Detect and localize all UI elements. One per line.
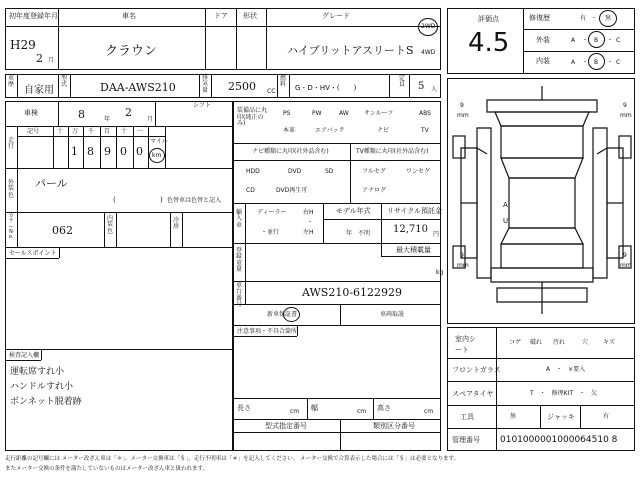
exterior-a: A <box>571 37 576 44</box>
max-load-head <box>381 256 441 257</box>
spare-label: スペアタイヤ <box>452 390 494 398</box>
diagram-u: U <box>503 217 509 225</box>
check-col <box>496 327 497 451</box>
mileage-d4 <box>100 126 101 168</box>
docs-bottom <box>233 325 441 326</box>
displacement-value: 2500 <box>228 80 256 93</box>
check-r1 <box>447 358 635 359</box>
docs-top <box>233 304 441 305</box>
score-value: 4.5 <box>468 28 510 58</box>
max-load-label: 最大積載量 <box>396 246 431 254</box>
reg-div1 <box>17 74 18 98</box>
score-label: 評価点 <box>478 15 499 23</box>
import-other: ・並行 <box>261 229 280 236</box>
reg-div5 <box>211 74 212 98</box>
interior-check-yogore: 汚れ <box>553 339 566 346</box>
tools-label: 工具 <box>460 413 474 421</box>
dim-bottom <box>233 419 441 420</box>
mileage-digit-5: 0 <box>136 145 143 158</box>
exterior-label: 外装 <box>536 36 550 44</box>
check-r3 <box>447 405 635 406</box>
reg-div6 <box>277 74 278 98</box>
import-top <box>233 203 441 204</box>
exterior-b: B <box>594 37 599 44</box>
shape-label: 形状 <box>243 12 257 20</box>
check-r2 <box>447 381 635 382</box>
grade-value: ハイブリットアスリートS <box>287 44 414 57</box>
score-row2 <box>523 51 635 52</box>
inspection-year: 8 <box>78 108 85 121</box>
warranty-label: 新車保証書 <box>267 311 298 318</box>
mileage-head <box>17 136 165 137</box>
color-note-open: ( <box>113 196 116 204</box>
reg-div3 <box>70 74 71 98</box>
jack-value: 有 <box>603 413 610 420</box>
interior-check-yabure: 破れ <box>530 339 543 346</box>
management-label: 管理番号 <box>452 436 480 444</box>
header-divider <box>5 26 441 27</box>
shift-label: シフト <box>193 102 212 109</box>
model-value: DAA-AWS210 <box>100 81 176 94</box>
import-left: 左H <box>303 229 314 236</box>
cooling-label: 冷房 <box>172 217 179 231</box>
drive-4wd: 4WD <box>421 49 436 56</box>
interior-check-kizu: キズ <box>603 339 615 346</box>
equip-aw: AW <box>339 110 349 117</box>
mileage-d7 <box>148 126 149 168</box>
type-head <box>233 432 441 433</box>
mileage-unit-sen: 千 <box>88 128 95 135</box>
equip-airbag: エアバック <box>315 127 345 134</box>
reg-div9 <box>409 74 410 98</box>
interior-c: C <box>616 59 621 66</box>
equip-leather: 本革 <box>283 127 296 134</box>
navi-top <box>233 143 441 144</box>
interior-sep1: ・ <box>582 59 589 66</box>
color-div0 <box>17 168 18 212</box>
car-name-value: クラウン <box>105 44 158 59</box>
reg-div2 <box>58 74 59 98</box>
repair-yes: 有 <box>580 15 587 22</box>
navi-sd: SD <box>325 168 334 175</box>
tv-label: TV種類に丸印(社外品含む) <box>356 148 429 155</box>
model-label: 型式 <box>60 75 67 89</box>
code-div1 <box>104 212 105 247</box>
exterior-sep2: ・ <box>607 37 614 44</box>
sales-point-label: セールスポイント <box>9 250 57 257</box>
import-div0 <box>245 203 246 243</box>
class-label: 類別区分番号 <box>373 422 415 430</box>
mileage-d1 <box>53 126 54 168</box>
mileage-d2 <box>68 126 69 168</box>
windshield-value: A ・ ×要入 <box>546 366 586 373</box>
inspector-item-2: ハンドルすれ小 <box>10 382 74 392</box>
model-year-label: モデル年式 <box>336 207 371 215</box>
footer-line-2: またメーター交換の条件を満たしていないものはメーター改ざん車と扱われます。 <box>5 466 209 472</box>
reg-div7 <box>289 74 290 98</box>
import-div1 <box>323 203 324 243</box>
exterior-sep1: ・ <box>582 37 589 44</box>
height-label: 高さ <box>377 404 391 412</box>
import-sep: ・ <box>307 219 314 226</box>
navi-dvd: DVD <box>288 168 302 175</box>
weight-top <box>233 243 441 244</box>
equip-pw: PW <box>312 110 322 117</box>
score-row1 <box>523 29 635 30</box>
tv-oneseg: ワンセグ <box>406 168 431 175</box>
mileage-digit-1: 1 <box>71 145 78 158</box>
sales-point-line <box>5 258 59 259</box>
check-r4 <box>447 428 635 429</box>
drive-2wd: 2WD <box>421 23 436 30</box>
diagram-mm-tl: mm <box>457 112 469 119</box>
inspection-year-unit: 年 <box>104 116 111 123</box>
displacement-label: 排気量 <box>201 74 208 94</box>
load-unit: kg <box>436 269 444 276</box>
tv-fullseg: フルセグ <box>362 168 386 175</box>
mileage-d3 <box>83 126 84 168</box>
header-col1 <box>58 8 59 70</box>
interior-check-ana: 穴 <box>582 339 589 346</box>
car-name-label: 車名 <box>122 12 136 20</box>
weight-label: 登録重量 <box>235 247 242 273</box>
interior-check-koge: コゲ <box>509 339 522 346</box>
interior-check-label: 室内シート <box>455 335 476 354</box>
color-code-label: カラーNo. <box>8 213 14 240</box>
tools-div1 <box>540 405 541 428</box>
length-label: 長さ <box>237 404 251 412</box>
repair-no: 無 <box>605 15 612 22</box>
color-label: 外装色 <box>7 179 14 199</box>
score-div <box>523 8 524 74</box>
import-label: 輸入車 <box>235 209 242 229</box>
interior-a: A <box>571 59 576 66</box>
equipment-label: 装備品に丸印(純正のみ) <box>237 107 268 128</box>
sales-point-side <box>59 247 60 258</box>
reg-div4 <box>199 74 200 98</box>
docs-div <box>340 304 341 325</box>
inspector-label: 検査記入欄 <box>9 352 40 359</box>
grade-label: グレード <box>322 12 350 20</box>
inspector-item-1: 運転席すれ小 <box>10 367 65 377</box>
length-cm: cm <box>290 408 300 415</box>
navi-label: ナビ種類に丸印(社外品含む) <box>252 148 329 155</box>
navi-dvdplay: DVD再生可 <box>276 187 308 194</box>
recycle-label: リサイクル預託金 <box>387 207 443 215</box>
mileage-d5 <box>116 126 117 168</box>
diagram-9-br: 9 <box>623 252 627 259</box>
chassis-top <box>233 281 441 282</box>
color-note: 色替車は色替と記入 <box>167 197 222 204</box>
door-label: ドア <box>214 12 228 20</box>
diagram-mm-br: mm <box>620 262 632 269</box>
first-reg-year: H29 <box>10 38 36 52</box>
diagram-9-tr: 9 <box>623 102 627 109</box>
code-div4 <box>182 212 183 247</box>
header-col4 <box>266 8 267 70</box>
mileage-unit-10man: 十 <box>57 128 64 135</box>
inspection-month-unit: 月 <box>147 116 154 123</box>
mileage-d8 <box>165 126 166 168</box>
mileage-digit-2: 8 <box>87 145 94 158</box>
height-cm: cm <box>424 408 434 415</box>
color-value: パール <box>35 177 68 190</box>
width-cm: cm <box>357 408 367 415</box>
manual-label: 車両取説 <box>380 311 405 318</box>
model-year-head <box>323 219 441 220</box>
footer-line-1: 走行距離の記号欄には メーター改ざん車は「＊」、メーター交換車は「＄」、走行不明車は「＃」を記入してください。 メーター交換で合算表示した場合には「＄」は必要となります。 <box>5 456 460 462</box>
diagram-a: A <box>503 201 508 209</box>
first-reg-label: 初年度登録年月 <box>9 12 58 20</box>
mileage-digit-4: 0 <box>120 145 127 158</box>
import-right: 右H <box>303 209 314 216</box>
tools-value: 無 <box>510 413 517 420</box>
color-bottom <box>5 212 233 213</box>
inspector-line <box>5 360 41 361</box>
import-div2 <box>381 203 382 243</box>
insp-div1 <box>58 101 59 126</box>
chassis-value: AWS210-6122929 <box>302 286 403 299</box>
mileage-unit-hyaku: 百 <box>104 128 111 135</box>
inspector-side <box>41 349 42 360</box>
fuel-label: 燃料 <box>279 75 286 89</box>
code-div2 <box>116 212 117 247</box>
navi-div <box>350 143 351 203</box>
recycle-value: 12,710 <box>393 224 428 235</box>
mileage-digit-label: 記号 <box>27 128 40 135</box>
code-div3 <box>170 212 171 247</box>
diagram-mm-tr: mm <box>620 112 632 119</box>
attention-side <box>297 325 298 336</box>
tools-div2 <box>580 405 581 428</box>
reg-use-value: 自家用 <box>24 85 54 96</box>
inspector-top <box>5 349 233 350</box>
inspection-label: 車検 <box>24 109 38 117</box>
jack-label: ジャッキ <box>547 413 575 421</box>
navi-head <box>233 160 441 161</box>
header-col2 <box>205 8 206 70</box>
mile-label: マイル <box>150 138 168 145</box>
mileage-d6 <box>133 126 134 168</box>
mileage-unit-juu: 十 <box>121 128 128 135</box>
navi-hdd: HDD <box>246 168 260 175</box>
equip-navi: ナビ <box>377 127 390 134</box>
capacity-value: 5 <box>418 81 425 92</box>
mileage-label: 走行 <box>7 137 14 151</box>
repair-label: 修復歴 <box>529 14 550 22</box>
header-col3 <box>236 8 237 70</box>
width-label: 幅 <box>311 404 318 412</box>
inspector-item-3: ボンネット脱着跡 <box>10 397 82 407</box>
diagram-9-tl: 9 <box>460 102 464 109</box>
insp-div2 <box>155 101 156 126</box>
dim-div2 <box>373 398 374 419</box>
weight-div0 <box>245 243 246 281</box>
attention-label: 注意事項・不具合箇所 <box>237 328 298 335</box>
code-bottom <box>5 247 233 248</box>
interior-b: B <box>594 59 599 66</box>
chassis-div0 <box>245 281 246 304</box>
color-code-value: 062 <box>52 224 73 237</box>
dim-div1 <box>307 398 308 419</box>
equip-abs: ABS <box>419 110 431 117</box>
type-div <box>340 419 341 451</box>
color-note-close: ) <box>160 196 163 204</box>
insp-bottom <box>5 126 233 127</box>
type-label: 型式指定番号 <box>265 422 307 430</box>
car-diagram <box>447 78 635 324</box>
capacity-label: 定員 <box>398 75 405 89</box>
model-year-value: 年 不明 <box>346 230 371 237</box>
reg-label: 車歴 <box>7 75 14 89</box>
mileage-unit-one: 一 <box>137 128 144 135</box>
reg-div8 <box>389 74 390 98</box>
attention-line <box>233 336 297 337</box>
interior-sep2: ・ <box>607 59 614 66</box>
interior-color-label: 内装色 <box>106 215 113 235</box>
max-load-side <box>381 243 382 256</box>
diagram-mm-bl: mm <box>457 262 469 269</box>
mileage-unit-man: 万 <box>72 128 79 135</box>
code-div0 <box>17 212 18 247</box>
equip-ps: PS <box>283 110 291 117</box>
windshield-label: フロントガラス <box>452 366 501 374</box>
mileage-div0 <box>17 126 18 168</box>
chassis-label: 車台番号 <box>235 282 242 308</box>
navi-cd: CD <box>246 187 255 194</box>
tv-analog: アナログ <box>362 187 387 194</box>
first-reg-month-unit: 月 <box>48 57 55 64</box>
equip-tv: TV <box>421 127 429 134</box>
displacement-unit: CC <box>267 88 276 95</box>
mileage-digit-3: 9 <box>104 145 111 158</box>
management-value: 0101000001000064510 8 <box>500 435 618 445</box>
capacity-unit: 人 <box>431 86 438 93</box>
inspection-month: 2 <box>125 106 132 119</box>
diagram-9-bl: 9 <box>460 252 464 259</box>
recycle-unit: 円 <box>433 231 440 238</box>
first-reg-month: 2 <box>36 52 43 65</box>
fuel-value: G・D・HV・( ) <box>295 84 357 92</box>
import-dealer: ディーラー <box>257 209 287 216</box>
interior-label: 内装 <box>536 57 550 65</box>
spare-value: T ・ 修理KIT ・ 欠 <box>530 390 598 397</box>
equip-sunroof: サンルーフ <box>364 110 394 117</box>
exterior-c: C <box>616 37 621 44</box>
repair-sep: ・ <box>591 15 598 22</box>
dim-top <box>233 398 441 399</box>
km-label: km <box>152 152 162 159</box>
mileage-bottom <box>5 168 233 169</box>
